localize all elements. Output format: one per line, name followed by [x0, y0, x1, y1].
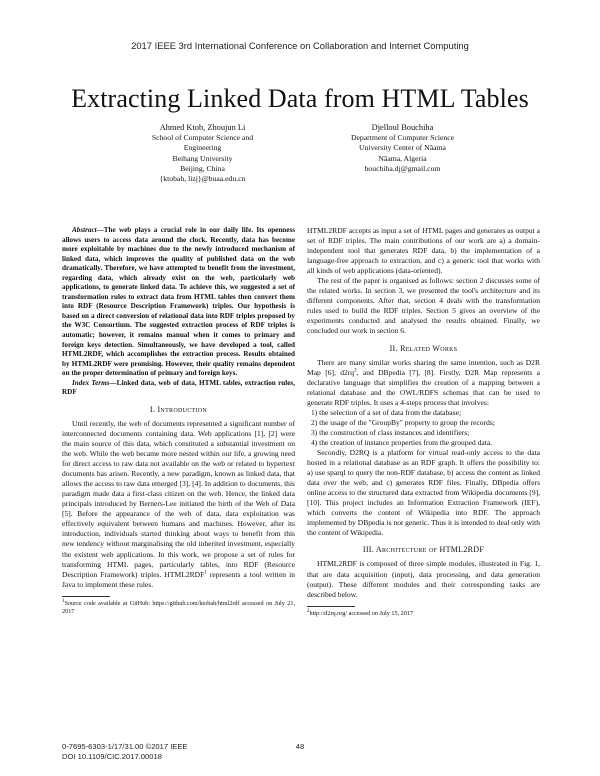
footnote-rule	[307, 606, 355, 607]
related-paragraph-2: Secondly, D2RQ is a platform for virtual read-only access to the data hosted in a relational database as an RDF graph. It offers the possibility to: a) use sparql to query the non-RDF database, b) access the content as linked data over the web, and c) generates RDF files. Finally, DBpedia offers online access to the structured data extracted from Wikipedia documents [9], [10]. This project includes an Information Extraction Framework (IEF), which converts the content of Wikipedia into RDF. The approach implemented by DBpedia is not generic. Thus it is intended to deal only with the content of Wikipedia.	[307, 447, 540, 538]
author-affiliation-line: Beihang University	[172, 153, 233, 163]
author-affiliation-line: Nâama, Algeria	[378, 153, 427, 163]
author-names: Ahmed Ktob, Zhoujun Li	[159, 123, 246, 132]
abstract-label: Abstract	[72, 226, 97, 234]
intro-paragraph: Until recently, the web of documents represented a significant number of interconnected documents containing data. Web applications [1], [2] were the main source of this data, which constituted a substantial investment on the web. While the web became more nested within our life, a growing need for direct access to raw data not available on the web or related to hypertext documents has arisen. Recently, a new paradigm, known as linked data, that allows the access to raw data emerged [3], [4]. In addition to documents, this paradigm made data a first-class citizen on the web. Hence, the linked data principals introduced by Berners-Lee initiated the birth of the Web of Data [5]. Before the appearance of the web of data, data exploitation was effectively equivalent between humans and machines. However, after its introduction, individuals started thinking about ways to benefit from this new tendency without marginalising the old inherited investment, especially the existent web applications. In this work, we propose a set of rules for transforming HTML pages, particularly tables, into RDF (Resource Description Framework) triples. HTML2RDF$^1$ represents a tool written in Java to implement these rules.	[62, 418, 295, 589]
page-number: 48	[295, 742, 305, 751]
section-heading-related-works: II. Related Works	[389, 343, 458, 353]
section-heading-architecture: III. Architecture of HTML2RDF	[362, 545, 485, 555]
footnote-1: $^1$Source code available at GitHub: https://github.com/ktobah/html2rdf accessed on July 21, 2017	[62, 598, 295, 615]
conference-header: 2017 IEEE 3rd International Conference on Collaboration and Internet Computing	[131, 40, 469, 51]
footer-doi: DOI 10.1109/CIC.2017.00018	[62, 751, 162, 761]
paper-title: Extracting Linked Data from HTML Tables	[71, 84, 529, 113]
author-affiliation-line: Beijing, China	[180, 163, 225, 173]
organisation-paragraph: The rest of the paper is organised as follows: section 2 discusses some of the related works. In section 3, we presented the tool's architecture and its different components. After that, section 4 deals with the transformation rules used to build the RDF triples. Section 5 gives an overview of the experiments conducted and analysed the results obtained. Finally, we concluded our work in section 6.	[307, 276, 540, 336]
author-block-1	[110, 123, 295, 184]
list-item: 1) the selection of a set of data from the database;	[311, 407, 462, 417]
author-email: {ktobah, lizj}@buaa.edu.cn	[159, 174, 246, 184]
author-block-2	[310, 123, 495, 174]
index-terms-label: Index Terms	[72, 378, 110, 387]
footer-publication-info	[62, 742, 262, 761]
author-email: bouchiha.dj@gmail.com	[364, 163, 441, 173]
author-affiliation-line: University Center of Nâama	[359, 143, 446, 153]
list-item: 3) the construction of class instances and identifiers;	[311, 427, 470, 437]
abstract	[62, 226, 295, 379]
index-terms-text: —Linked data, web of data, HTML tables, extraction rules, RDF	[62, 378, 295, 397]
author-affiliation-line: Engineering	[183, 143, 222, 153]
author-affiliation-line: School of Computer Science and	[151, 133, 254, 143]
footnote-ref: 1	[204, 570, 207, 576]
left-column	[62, 226, 295, 736]
list-item: 2) the usage of the "GroupBy" property to group the records;	[311, 417, 495, 427]
author-affiliation-line: Department of Computer Science	[350, 133, 455, 143]
abstract-text: —The web plays a crucial role in our daily life. Its openness allows users to access data around the clock. Recently, data has become more exploitable by machines due to the newly introduced mechanism of linked data, which improves the quality of published data on the web dramatically. Therefore, we have attempted to benefit from the investment, regarding data, which already exist on the web, particularly web applications, to generate linked data. To achieve this, we suggested a set of transformation rules to extract data from HTML tables then convert them into RDF (Resource Description Framework) triples. Our hypothesis is based on a direct conversion of relational data into RDF triples proposed by the W3C Consortium. The suggested extraction process of RDF triples is automatic; however, it remains manual when it comes to primary and foreign keys detection. Simultaneously, we have developed a tool, called HTML2RDF, which accomplishes the extraction process. Results obtained by HTML2RDF were promising. However, their quality remains dependent on the proper determination of primary and foreign keys.	[62, 226, 295, 378]
footnote-ref: 2	[354, 368, 357, 374]
footnote-2: $^2$http://d2rq.org/ accessed on July 15, 2017	[307, 608, 414, 617]
related-paragraph: There are many similar works sharing the same intention, such as D2R Map [6], $d2rq^2$, and DBpedia [7], [8]. Firstly, D2R Map represents a declarative language that simplifies the creation of a mapping between a relational database and the OWL/RDFS schemas that can be used to generate RDF triples. It uses a 4-steps process that involves:	[307, 357, 540, 407]
footer-isbn: 0-7695-6303-1/17/31.00 ©2017 IEEE	[62, 742, 188, 751]
architecture-paragraph: HTML2RDF is composed of three simple modules, illustrated in Fig. 1, that are data acquisition (input), data processing, and data generation (output). These different modules and their corresponding tasks are described below.	[307, 559, 540, 599]
steps-list	[307, 408, 540, 448]
list-item: 4) the creation of instance properties from the grouped data.	[311, 437, 493, 447]
index-terms	[62, 379, 295, 398]
author-names: Djelloul Bouchiha	[371, 123, 434, 132]
section-heading-introduction: I. Introduction	[149, 404, 208, 414]
contribution-paragraph: HTML2RDF accepts as input a set of HTML pages and generates as output a set of RDF triples. The main contributions of our work are a) a domain-independent tool that generates RDF data, b) the implementation of a language-free approach to extraction, and c) a generic tool that works with all kinds of web applications (data-oriented).	[307, 226, 540, 276]
right-column	[307, 226, 540, 736]
footnote-rule	[62, 596, 110, 597]
